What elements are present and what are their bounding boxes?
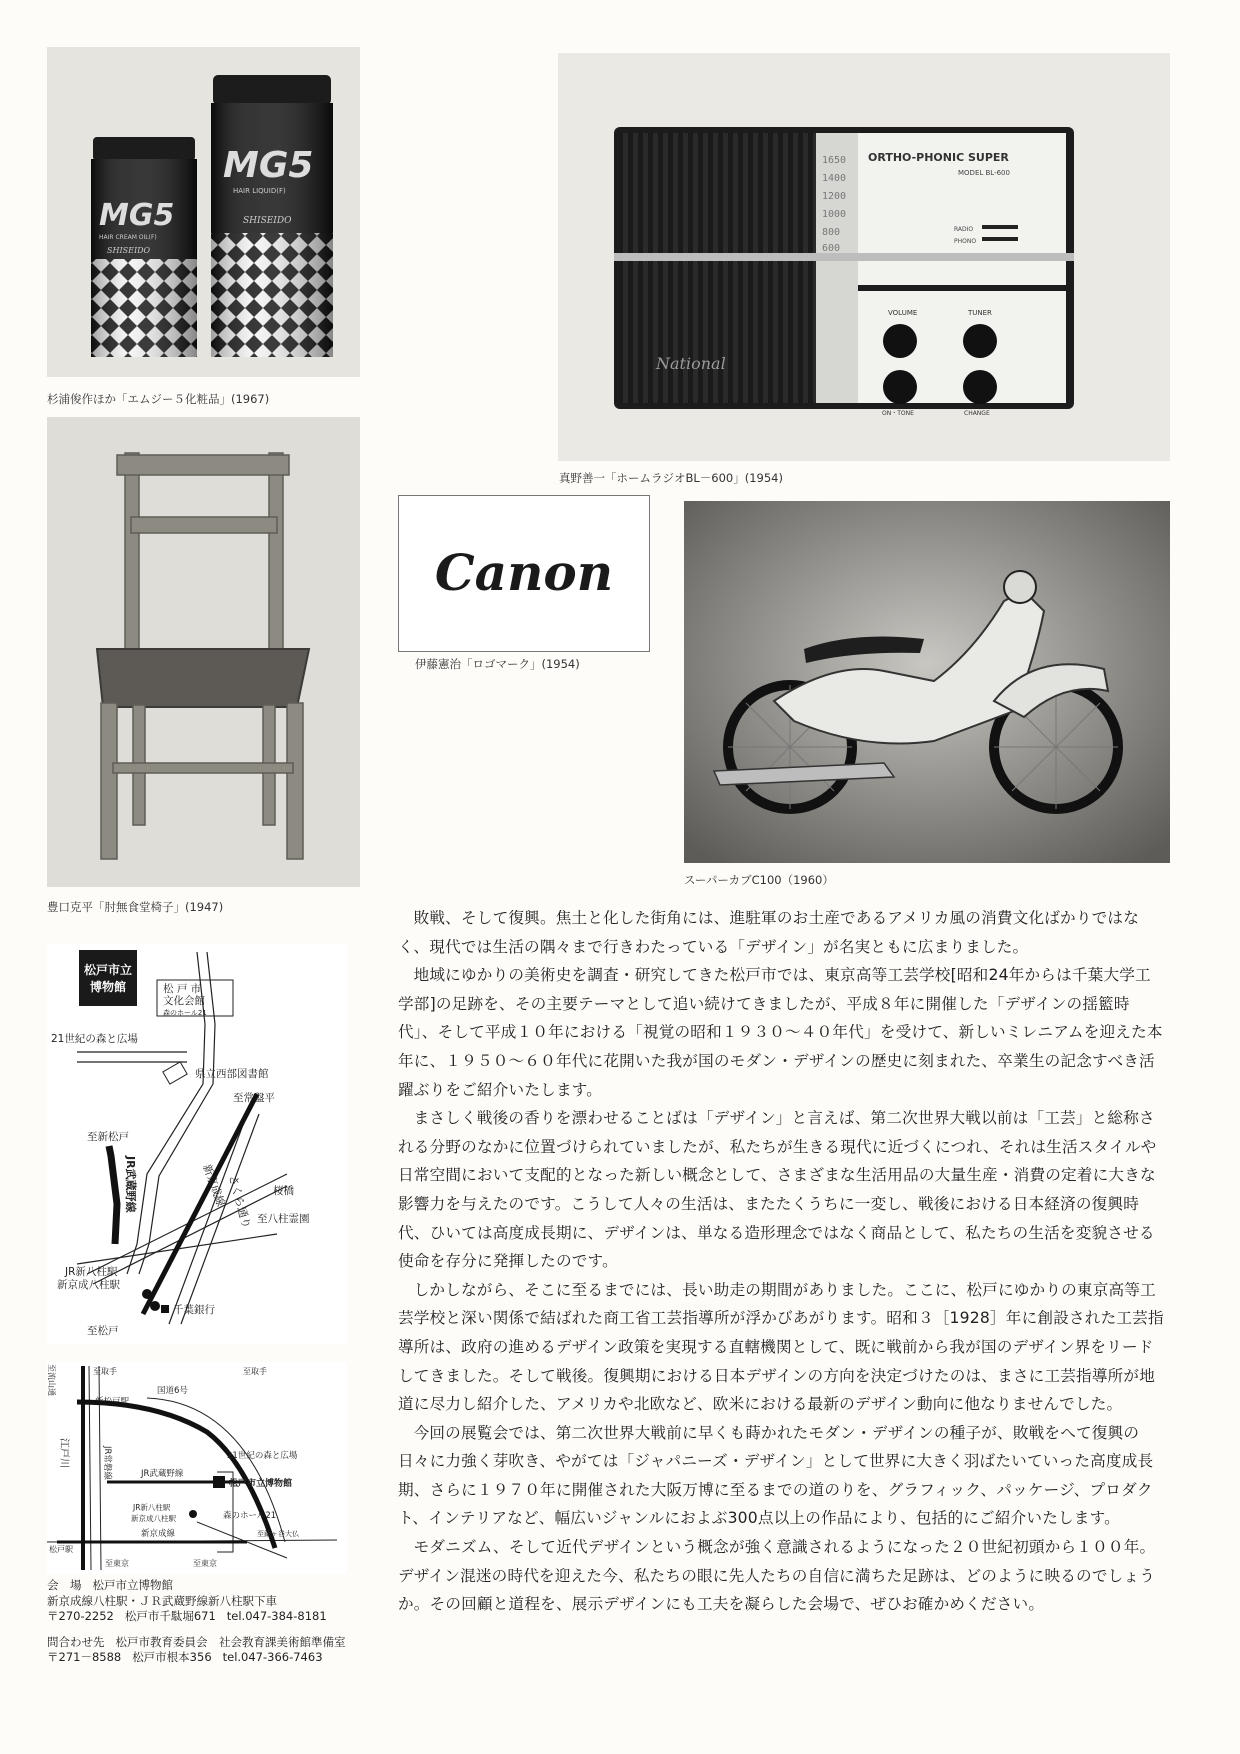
map2-museum: 松戸市立博物館 <box>229 1479 293 1489</box>
radio-onoff-label: ON・TONE <box>882 410 914 417</box>
caption-mg5: 杉浦俊作ほか「エムジー５化粧品」(1967) <box>47 392 270 406</box>
map1-museum-line2: 博物館 <box>89 980 127 994</box>
map2-jr-joban: JR常磐線 <box>102 1446 112 1480</box>
map2-route6: 国道6号 <box>157 1386 188 1396</box>
mg5-small-brand: MG5 <box>99 198 175 233</box>
mg5-photo <box>47 47 360 377</box>
contact-tel: tel.047-366-7463 <box>222 1650 323 1664</box>
map1-tokiwadaira: 至常盤平 <box>233 1092 275 1104</box>
venue-zip: 〒270-2252 <box>47 1609 114 1623</box>
map1-library: 県立西部図書館 <box>195 1068 269 1080</box>
map-regional <box>47 1362 347 1574</box>
body-paragraph-1: 敗戦、そして復興。焦土と化した街角には、進駐軍のお土産であるアメリカ風の消費文化ばかりではなく、現代では生活の隅々まで行きわたっている「デザイン」が名実ともに広まりました。 <box>398 909 1140 956</box>
map2-edogawa: 江戸川 <box>58 1438 69 1468</box>
caption-supercub: スーパーカブC100（1960） <box>684 873 834 887</box>
svg-text:1400: 1400 <box>822 173 847 184</box>
map1-forest: 21世紀の森と広場 <box>51 1033 138 1045</box>
venue-name: 松戸市立博物館 <box>92 1578 173 1592</box>
map2-bottom-left: 至東京 <box>105 1559 129 1568</box>
venue-label: 会 場 <box>47 1578 82 1592</box>
radio-tuner-label: TUNER <box>968 309 992 317</box>
map1-matsudo: 至松戸 <box>87 1325 119 1337</box>
radio-name: ORTHO-PHONIC SUPER <box>868 151 1009 164</box>
map2-bottom-right: 至東京 <box>193 1559 217 1568</box>
map2-keisei: 新京成線 <box>141 1529 176 1539</box>
body-paragraph-3: まさしく戦後の香りを漂わせることばは「デザイン」と言えば、第二次世界大戦以前は「工芸」と総称される分野のなかに位置づけられていましたが、私たちが生きる現代に近づくにつれ、それは生活スタイルや日常空間において支配的となった新しい概念として、さまざまな生活用品の大量生産・消費の定着に大きな影響力を与えたのです。こうして人々の生活は、またたくうちに一変し、戦後における日本経済の復興時代、ひいては高度成長期に、デザインは、単なる造形理念ではなく商品として、私たちの生活を変貌させる使命を存分に発揮したのです。 <box>398 1109 1157 1271</box>
supercub-illustration <box>684 501 1170 863</box>
mg5-small-maker: SHISEIDO <box>107 246 151 255</box>
radio-phono-label: PHONO <box>954 238 977 245</box>
radio-model: MODEL BL-600 <box>958 169 1010 177</box>
contact-zip: 〒271－8588 <box>47 1650 122 1664</box>
map2-left-road: 至流山通 <box>47 1364 56 1396</box>
map1-sakurabashi: 桜橋 <box>273 1185 294 1197</box>
radio-brand: National <box>656 354 726 373</box>
supercub-photo <box>684 501 1170 863</box>
canon-wordmark: Canon <box>434 543 614 602</box>
map1-hachibashira: 至八柱霊園 <box>257 1213 310 1225</box>
map1-station-line2: 新京成八柱駅 <box>57 1279 120 1291</box>
svg-text:800: 800 <box>822 227 841 238</box>
map2-station-line2: 新京成八柱駅 <box>131 1514 176 1523</box>
map1-station-line1: JR新八柱駅 <box>65 1266 118 1278</box>
contact-org: 松戸市教育委員会 社会教育課美術館準備室 <box>115 1634 346 1649</box>
svg-text:1650: 1650 <box>822 155 847 166</box>
map2-station-line1: JR新八柱駅 <box>133 1503 171 1512</box>
map2-jr-musashino: JR武蔵野線 <box>141 1469 184 1479</box>
map1-bunka-line2: 文化会館 <box>163 995 205 1007</box>
venue-row <box>47 1578 377 1594</box>
svg-text:1200: 1200 <box>822 191 847 202</box>
map1-sakura-dori: さくら通り <box>226 1173 253 1230</box>
venue-address: 松戸市千駄堀671 <box>124 1609 216 1623</box>
canon-logo <box>399 496 649 651</box>
map2-hall: 森のホール21 <box>223 1511 277 1521</box>
map2-top-left: 至取手 <box>93 1367 117 1376</box>
map1-jr-line: JR武蔵野線 <box>124 1156 137 1213</box>
radio-change-label: CHANGE <box>964 410 990 417</box>
caption-radio: 真野善一「ホームラジオBL－600」(1954) <box>559 471 783 485</box>
map2-forest: 21世紀の森と広場 <box>227 1451 298 1461</box>
canon-logo-panel <box>398 495 650 652</box>
radio-volume-label: VOLUME <box>888 309 918 317</box>
contact-address: 松戸市根本356 <box>132 1650 212 1664</box>
venue-access: 新京成線八柱駅・ＪＲ武蔵野線新八柱駅下車 <box>47 1593 277 1608</box>
svg-text:600: 600 <box>822 243 841 254</box>
mg5-large-sub: HAIR LIQUID(F) <box>233 187 286 195</box>
caption-canon: 伊藤憲治「ロゴマーク」(1954) <box>415 657 580 671</box>
body-paragraph-4: しかしながら、そこに至るまでには、長い助走の期間がありました。ここに、松戸にゆかりの東京高等工芸学校と深い関係で結ばれた商工省工芸指導所が浮かびあがります。昭和３［1928］年に創設された工芸指導所は、政府の進めるデザイン政策を実現する直轄機関として、既に戦前から我が国のデザイン界をリードしてきました。そして戦後。復興期における日本デザインの方向を決定づけたのは、まさに工芸指導所が地道に尽力し紹介した、アメリカや北欧など、欧米における最新のデザイン動向に他なりませんでした。 <box>398 1280 1164 1414</box>
venue-address-row <box>47 1609 377 1625</box>
map2-kamagaya: 至鎌ヶ谷大仏 <box>257 1530 299 1538</box>
map2-top-right: 至取手 <box>243 1367 267 1376</box>
contact-row <box>47 1635 377 1651</box>
body-paragraph-5: 今回の展覧会では、第二次世界大戦前に早くも蒔かれたモダン・デザインの種子が、敗戦をへて復興の日々に力強く芽吹き、やがては「ジャパニーズ・デザイン」として世界に大きく羽ばたいていった高度成長期、さらに１９７０年に開催された大阪万博に至るまでの道のりを、グラフィック、パッケージ、プロダクト、インテリアなど、幅広いジャンルにおよぶ300点以上の作品により、包括的にご紹介いたします。 <box>398 1423 1154 1528</box>
body-paragraph-6: モダニズム、そして近代デザインという概念が強く意識されるようになった２０世紀初頭から１００年。デザイン混迷の時代を迎えた今、私たちの眼に先人たちの自信に満ちた足跡は、どのように映るのでしょうか。その回顧と道程を、展示デザインにも工夫を凝らした会場で、ぜひお確かめください。 <box>398 1538 1156 1614</box>
svg-text:1000: 1000 <box>822 209 847 220</box>
contact-label: 問合わせ先 <box>47 1634 105 1649</box>
radio-photo <box>558 53 1170 461</box>
venue-info <box>47 1578 377 1666</box>
map-local-svg <box>47 944 347 1344</box>
chair-photo <box>47 417 360 887</box>
mg5-large-brand: MG5 <box>223 145 314 186</box>
contact-address-row <box>47 1650 377 1666</box>
venue-tel: tel.047-384-8181 <box>226 1609 327 1623</box>
museum-marker-box <box>79 950 137 1006</box>
body-text <box>398 904 1166 1619</box>
map1-bunka-line3: 森のホール21 <box>163 1009 207 1017</box>
map1-bank: 千葉銀行 <box>173 1304 215 1316</box>
map2-shinmatsudo-st: 新松戸駅 <box>95 1397 130 1407</box>
map2-matsudo-st: 松戸駅 <box>49 1545 73 1554</box>
mg5-large-maker: SHISEIDO <box>243 216 292 226</box>
body-paragraph-2: 地域にゆかりの美術史を調査・研究してきた松戸市では、東京高等工芸学校[昭和24年からは千葉大学工学部]の足跡を、その主要テーマとして追い続けてきましたが、平成８年に開催した「デザインの揺籃時代」、そして平成１０年における「視覚の昭和１９３０～４０年代」を受けて、新しいミレニアムを迎えた本年に、１９５０～６０年代に花開いた我が国のモダン・デザインの歴史に刻まれた、卒業生の記念すべき活躍ぶりをご紹介いたします。 <box>398 966 1163 1099</box>
map1-keisei-line: 新京成線 <box>200 1162 228 1209</box>
radio-radio-label: RADIO <box>954 226 974 233</box>
map1-museum-line1: 松戸市立 <box>83 963 133 977</box>
map-local <box>47 944 347 1344</box>
mg5-cans-illustration <box>47 47 360 377</box>
map1-bunka-line1: 松 戸 市 <box>163 983 202 995</box>
chair-illustration <box>47 417 360 887</box>
map1-shinmatsudo: 至新松戸 <box>87 1131 129 1143</box>
map-regional-svg <box>47 1362 347 1574</box>
radio-illustration <box>558 53 1170 461</box>
mg5-small-sub: HAIR CREAM OIL(F) <box>99 234 157 241</box>
caption-chair: 豊口克平「肘無食堂椅子」(1947) <box>47 900 224 914</box>
